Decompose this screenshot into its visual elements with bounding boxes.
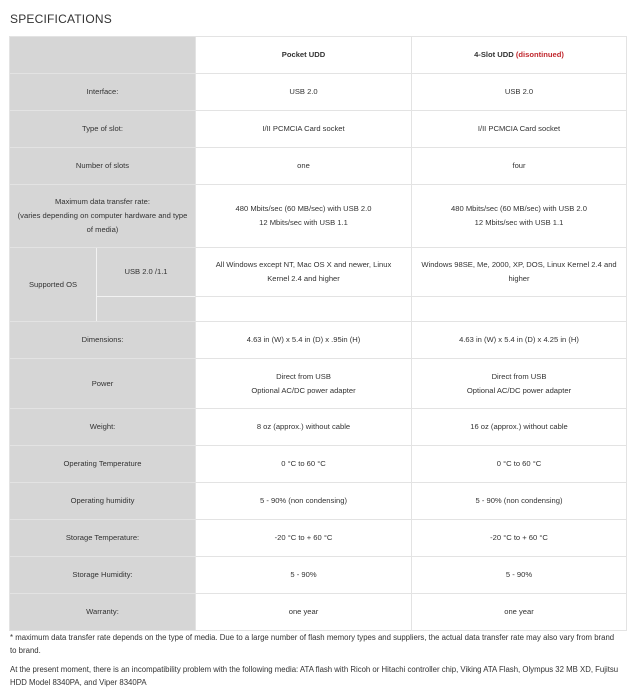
row-label-interface: Interface: bbox=[10, 74, 196, 111]
table-row bbox=[10, 322, 627, 359]
transfer-label-main: Maximum data transfer rate: bbox=[55, 197, 150, 206]
os-pocket-text: All Windows except NT, Mac OS X and newer, Linux Kernel 2.4 and higher bbox=[196, 248, 411, 297]
transfer-label-note: (varies depending on computer hardware and type of media) bbox=[17, 211, 188, 234]
os-4slot-text: Windows 98SE, Me, 2000, XP, DOS, Linux Kernel 2.4 and higher bbox=[412, 248, 626, 297]
row-label-dimensions: Dimensions: bbox=[10, 322, 196, 359]
cell-slots-4slot: four bbox=[412, 148, 627, 185]
table-row bbox=[10, 557, 627, 594]
os-4slot-empty bbox=[412, 297, 626, 321]
table-row bbox=[10, 409, 627, 446]
table-row bbox=[10, 74, 627, 111]
cell-power-pocket bbox=[196, 359, 412, 409]
transfer-4slot-usb2: 480 Mbits/sec (60 MB/sec) with USB 2.0 bbox=[451, 204, 587, 213]
cell-weight-pocket: 8 oz (approx.) without cable bbox=[196, 409, 412, 446]
supported-os-usb-label: USB 2.0 /1.1 bbox=[97, 248, 195, 297]
row-label-op-temp: Operating Temperature bbox=[10, 446, 196, 483]
row-label-storage-temp: Storage Temperature: bbox=[10, 520, 196, 557]
power-pocket-usb: Direct from USB bbox=[276, 371, 331, 381]
row-label-weight: Weight: bbox=[10, 409, 196, 446]
cell-transfer-4slot bbox=[412, 185, 627, 248]
cell-op-temp-4slot: 0 °C to 60 °C bbox=[412, 446, 627, 483]
cell-slot-type-4slot: I/II PCMCIA Card socket bbox=[412, 111, 627, 148]
cell-storage-humidity-pocket: 5 - 90% bbox=[196, 557, 412, 594]
os-pocket-empty bbox=[196, 297, 411, 321]
cell-slot-type-pocket: I/II PCMCIA Card socket bbox=[196, 111, 412, 148]
table-row bbox=[10, 185, 627, 248]
row-label-transfer-rate bbox=[10, 185, 196, 248]
row-label-slots: Number of slots bbox=[10, 148, 196, 185]
discontinued-badge: (disontinued) bbox=[515, 50, 564, 59]
transfer-pocket-usb11: 12 Mbits/sec with USB 1.1 bbox=[259, 218, 348, 227]
cell-power-4slot bbox=[412, 359, 627, 409]
header-pocket-udd: Pocket UDD bbox=[196, 37, 412, 74]
row-label-power: Power bbox=[10, 359, 196, 409]
cell-os-4slot bbox=[412, 248, 627, 322]
footnote-transfer-rate: * maximum data transfer rate depends on the type of media. Due to a large number of flash memory types and suppliers, the actual data transfer rate may also vary from brand to brand. bbox=[10, 633, 615, 655]
cell-dimensions-pocket: 4.63 in (W) x 5.4 in (D) x .95in (H) bbox=[196, 322, 412, 359]
power-4slot-adapter: Optional AC/DC power adapter bbox=[466, 385, 572, 395]
footnotes bbox=[10, 631, 622, 695]
cell-op-temp-pocket: 0 °C to 60 °C bbox=[196, 446, 412, 483]
table-row bbox=[10, 248, 627, 322]
specifications-table bbox=[9, 36, 627, 631]
table-row bbox=[10, 148, 627, 185]
cell-storage-humidity-4slot: 5 - 90% bbox=[412, 557, 627, 594]
row-label-slot-type: Type of slot: bbox=[10, 111, 196, 148]
page-title: SPECIFICATIONS bbox=[10, 12, 112, 26]
cell-slots-pocket: one bbox=[196, 148, 412, 185]
table-row bbox=[10, 594, 627, 631]
row-label-supported-os bbox=[10, 248, 196, 322]
table-row bbox=[10, 483, 627, 520]
table-row bbox=[10, 520, 627, 557]
row-label-op-humidity: Operating humidity bbox=[10, 483, 196, 520]
footnote-incompatibility: At the present moment, there is an incompatibility problem with the following media: ATA flash with Ricoh or Hitachi controller chip, Viking ATA Flash, Olympus 32 MB XD, Fujitsu HDD Model 8340PA, and Viper 8340PA bbox=[10, 665, 619, 687]
cell-warranty-4slot: one year bbox=[412, 594, 627, 631]
cell-weight-4slot: 16 oz (approx.) without cable bbox=[412, 409, 627, 446]
cell-interface-pocket: USB 2.0 bbox=[196, 74, 412, 111]
header-row bbox=[10, 37, 627, 74]
header-4-slot-name: 4-Slot UDD bbox=[474, 50, 514, 59]
power-4slot-usb: Direct from USB bbox=[491, 371, 547, 381]
cell-storage-temp-pocket: -20 °C to + 60 °C bbox=[196, 520, 412, 557]
cell-op-humidity-pocket: 5 - 90% (non condensing) bbox=[196, 483, 412, 520]
table-row bbox=[10, 111, 627, 148]
cell-dimensions-4slot: 4.63 in (W) x 5.4 in (D) x 4.25 in (H) bbox=[412, 322, 627, 359]
table-row bbox=[10, 359, 627, 409]
table-row bbox=[10, 446, 627, 483]
cell-warranty-pocket: one year bbox=[196, 594, 412, 631]
transfer-4slot-usb11: 12 Mbits/sec with USB 1.1 bbox=[474, 218, 564, 227]
transfer-pocket-usb2: 480 Mbits/sec (60 MB/sec) with USB 2.0 bbox=[235, 204, 372, 213]
cell-interface-4slot: USB 2.0 bbox=[412, 74, 627, 111]
supported-os-label: Supported OS bbox=[10, 248, 97, 321]
supported-os-empty-sub bbox=[97, 297, 195, 321]
cell-op-humidity-4slot: 5 - 90% (non condensing) bbox=[412, 483, 627, 520]
cell-os-pocket bbox=[196, 248, 412, 322]
cell-storage-temp-4slot: -20 °C to + 60 °C bbox=[412, 520, 627, 557]
row-label-storage-humidity: Storage Humidity: bbox=[10, 557, 196, 594]
header-4-slot-udd bbox=[412, 37, 627, 74]
row-label-warranty: Warranty: bbox=[10, 594, 196, 631]
cell-transfer-pocket bbox=[196, 185, 412, 248]
header-corner-cell bbox=[10, 37, 196, 74]
power-pocket-adapter: Optional AC/DC power adapter bbox=[251, 385, 356, 395]
